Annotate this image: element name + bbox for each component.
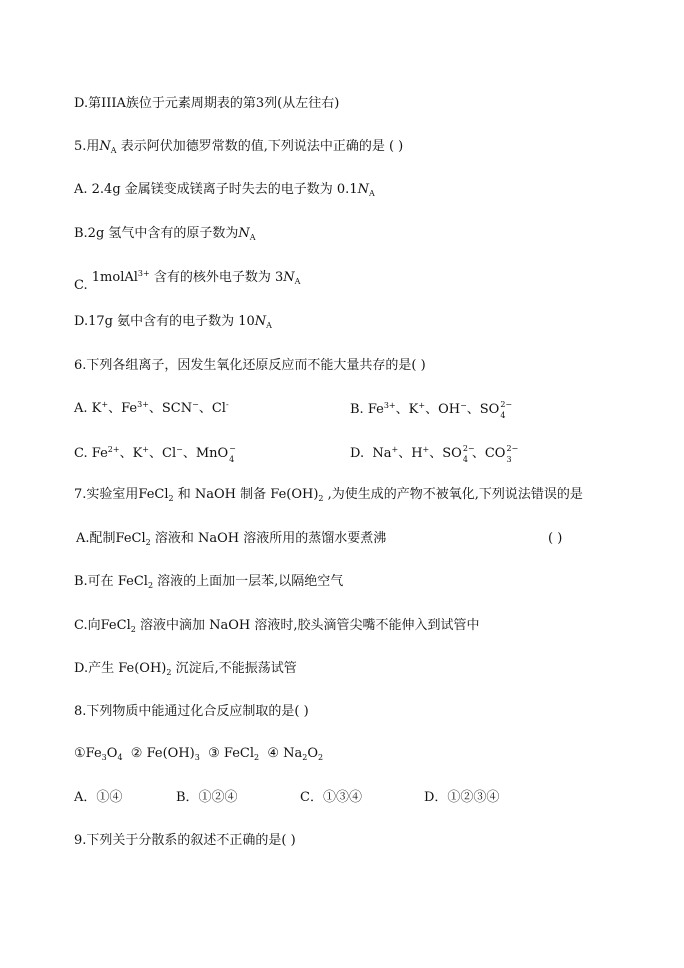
- q5-option-b: B.2g 氢气中含有的原子数为$N_A$: [74, 226, 256, 242]
- q6-option-a: A. K+、$Fe^{3+}$、SCN−、Cl-: [74, 400, 229, 416]
- na-symbol: N: [238, 226, 250, 241]
- na-symbol: N: [254, 314, 267, 329]
- q8-option-a: A．①④: [74, 790, 123, 805]
- q8-stem: 8.下列物质中能通过化合反应制取的是( ): [74, 704, 309, 719]
- q6-option-d: D. Na+、H+、SO 2− 4 、CO 2− 3: [350, 444, 519, 464]
- q8-items: $①Fe_3O_4$ ② $Fe(OH)_3$ ③ FeCl$_2$ ④ $Na_2O_2$: [74, 746, 324, 762]
- q8-option-d: D．①②③④: [424, 790, 500, 805]
- q6-option-b: B. $Fe^{3+}$、K+、OH−、SO 2− 4: [350, 400, 513, 420]
- q6-option-c: C. $Fe^{2+}$、K+、Cl−、MnO − 4: [74, 444, 236, 464]
- q7-option-d: D.产生 $Fe(OH)_2$ 沉淀后,不能振荡试管: [74, 661, 297, 677]
- q7-stem: 7.实验室用FeCl$_2$ 和 NaOH 制备 $Fe(OH)_2$ ,为使生成的产物不被氧化,下列说法错误的是: [74, 487, 583, 503]
- q7-answer-paren: ( ): [548, 531, 563, 546]
- q5-option-a: A. 2.4g 金属镁变成镁离子时失去的电子数为 $0.1N_A$: [74, 182, 375, 198]
- q7-option-a: A.配制FeCl$_2$ 溶液和 NaOH 溶液所用的蒸馏水要煮沸: [76, 531, 387, 547]
- na-symbol: N: [283, 270, 295, 285]
- q7-option-b: B.可在 FeCl$_2$ 溶液的上面加一层苯,以隔绝空气: [74, 574, 344, 590]
- q5-option-c: C. 1molAl$^{3+}$ 含有的核外电子数为 $3N_A$: [74, 269, 301, 293]
- q9-stem: 9.下列关于分散系的叙述不正确的是( ): [74, 833, 296, 848]
- q5-stem: 5.用$N_A$ 表示阿伏加德罗常数的值,下列说法中正确的是 ( ): [74, 139, 404, 155]
- q6-stem: 6.下列各组离子，因发生氧化还原反应而不能大量共存的是( ): [74, 358, 426, 373]
- q7-option-c: C.向FeCl$_2$ 溶液中滴加 NaOH 溶液时,胶头滴管尖嘴不能伸入到试管中: [74, 618, 480, 634]
- q8-option-b: B．①②④: [176, 790, 238, 805]
- q8-option-c: C．①③④: [300, 790, 362, 805]
- q4-option-d: D.第IIIA族位于元素周期表的第3列(从左往右): [74, 96, 340, 111]
- q5-option-d: D.17g 氨中含有的电子数为 $10N_A$: [74, 314, 272, 330]
- na-symbol: N: [99, 139, 111, 154]
- na-symbol: N: [357, 182, 369, 197]
